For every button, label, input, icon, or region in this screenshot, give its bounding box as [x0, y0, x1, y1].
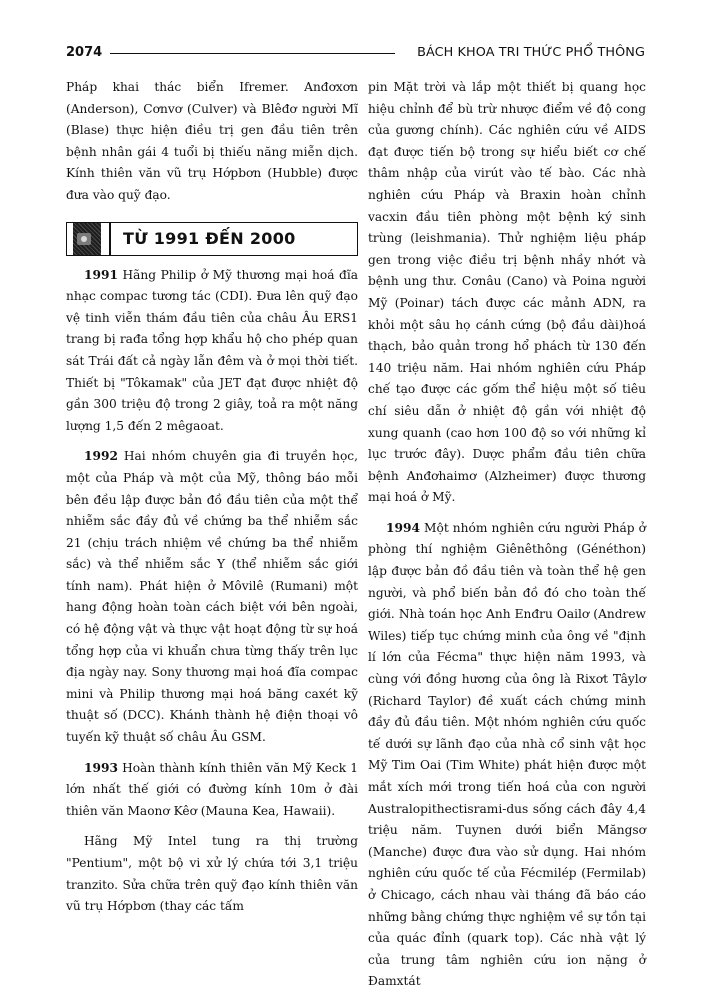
year-1991: 1991: [84, 267, 118, 282]
page-header: [66, 44, 645, 64]
year-1992: 1992: [84, 449, 118, 464]
paragraph-1992: [66, 446, 358, 748]
paragraph-1991: [66, 265, 358, 438]
intro-paragraph: Pháp khai thác biển Ifremer. Anđơxơn (Anderson), Cơnvơ (Culver) và Blêđơ người Mĩ (Blase) thực hiện điều trị gen đầu tiên trên bệnh nhân gái 4 tuổi bị thiếu năng miễn dịch. Kính thiên văn vũ trụ Hớpbơn (Hubble) được đưa vào quỹ đạo.: [66, 80, 358, 202]
text-1993: Hoàn thành kính thiên văn Mỹ Keck 1 lớn nhất thế giới có đường kính 10m ở đài thiên văn Maonơ Kêơ (Mauna Kea, Hawaii).: [66, 760, 358, 818]
running-header-title: BÁCH KHOA TRI THỨC PHỔ THÔNG: [417, 45, 645, 60]
text-1994: Một nhóm nghiên cứu người Pháp ở phòng thí nghiệm Giênêthông (Généthon) lập được bản đồ đầu tiên và toàn thể hệ gen người, và phổ biến bản đồ đó cho toàn thế giới. Nhà toán học Anh Enđru Oailơ (Andrew Wiles) tiếp tục chứng minh của ông về "định lí lớn của Fécma" thực hiện năm 1993, và cùng với đồng hương của ông là Rixơt Tâylơ (Richard Taylor) đề xuất cách chứng minh đầy đủ đầu tiên. Một nhóm nghiên cứu quốc tế dưới sự lãnh đạo của nhà cổ sinh vật học Mỹ Tim Oai (Tim White) phát hiện được một mắt xích mới trong tiến hoá của con người Australopithectisrami-dus sống cách đây 4,4 triệu năm. Tuynen dưới biển Măngsơ (Manche) được đưa vào sử dụng. Hai nhóm nghiên cứu quốc tế của Fécmilép (Fermilab) ở Chicago, cách nhau vài tháng đã báo cáo những bằng chứng thực nghiệm về sự tồn tại của quác đỉnh (quark top). Các nhà vật lý của trung tâm nghiên cứu ion nặng ở Đamxtát: [368, 520, 646, 989]
paragraph-1993: [66, 758, 358, 823]
paragraph-intel: Hãng Mỹ Intel tung ra thị trường "Pentium", một bộ vi xử lý chứa tới 3,1 triệu tranzito. Sửa chữa trên quỹ đạo kính thiên văn vũ trụ Hớpbơn (thay các tấm: [66, 834, 358, 914]
year-1993: 1993: [84, 760, 118, 775]
film-reel-icon: [73, 223, 101, 255]
section-heading: [66, 222, 358, 256]
paragraph-1994: [368, 518, 646, 993]
right-column: [368, 77, 646, 1002]
continuation-paragraph: pin Mặt trời và lắp một thiết bị quang học hiệu chỉnh để bù trừ nhược điểm về độ cong của gương chính). Các nghiên cứu về AIDS đạt được tiến bộ trong sự hiểu biết cơ chế thâm nhập của virút vào tế bào. Các nhà nghiên cứu Pháp và Braxin hoàn chỉnh vacxin đầu tiên phòng một bệnh ký sinh trùng (leishmania). Thử nghiệm liệu pháp gen trong việc điều trị bệnh nhầy nhớt và bệnh ung thư. Cơnâu (Cano) và Poina người Mỹ (Poinar) tách được các mảnh ADN, ra khỏi một sâu họ cánh cứng (bộ đầu dài)hoá thạch, bảo quản trong hổ phách từ 130 đến 140 triệu năm. Hai nhóm nghiên cứu Pháp chế tạo được các gốm thể hiệu một số tiêu chí siêu dẫn ở nhiệt độ gần với nhiệt độ xung quanh (cao hơn 100 độ so với những kỉ lục trước đây). Dược phẩm đầu tiên chữa bệnh Anđơhaimơ (Alzheimer) được thương mại hoá ở Mỹ.: [368, 80, 646, 505]
text-1992: Hai nhóm chuyên gia đi truyền học, một của Pháp và một của Mỹ, thông báo mỗi bên đều lập được bản đồ đầu tiên của một thể nhiễm sắc đầy đủ về chứng ba thể nhiễm sắc 21 (chịu trách nhiệm về chứng ba thể nhiễm sắc) và thể nhiễm sắc Y (thể nhiễm sắc giới tính nam). Phát hiện ở Môvilê (Rumani) một hang động hoàn toàn cách biệt với bên ngoài, có hệ động vật và thực vật hoạt động từ sự hoá tổng hợp của vi khuẩn chưa từng thấy trên lục địa ngày nay. Sony thương mại hoá đĩa compac mini và Philip thương mại hoá băng caxét kỹ thuật số (DCC). Khánh thành hệ điện thoại vô tuyến kỹ thuật số châu Âu GSM.: [66, 449, 358, 745]
year-1994: 1994: [386, 520, 420, 535]
section-title: TỪ 1991 ĐẾN 2000: [123, 228, 296, 248]
header-rule: [110, 53, 395, 54]
left-column: [66, 77, 358, 927]
heading-divider: [109, 223, 111, 255]
page-number: 2074: [66, 45, 103, 60]
text-1991: Hãng Philip ở Mỹ thương mại hoá đĩa nhạc compac tương tác (CDI). Đưa lên quỹ đạo vệ tinh viễn thám đầu tiên của châu Âu ERS1 trang bị rađa tổng hợp khẩu hộ cho phép quan sát Trái đất cả ngày lẫn đêm và ở mọi thời tiết. Thiết bị "Tôkamak" của JET đạt được nhiệt độ gần 300 triệu độ trong 2 giây, toả ra một năng lượng 1,5 đến 2 mêgaoat.: [66, 267, 358, 433]
